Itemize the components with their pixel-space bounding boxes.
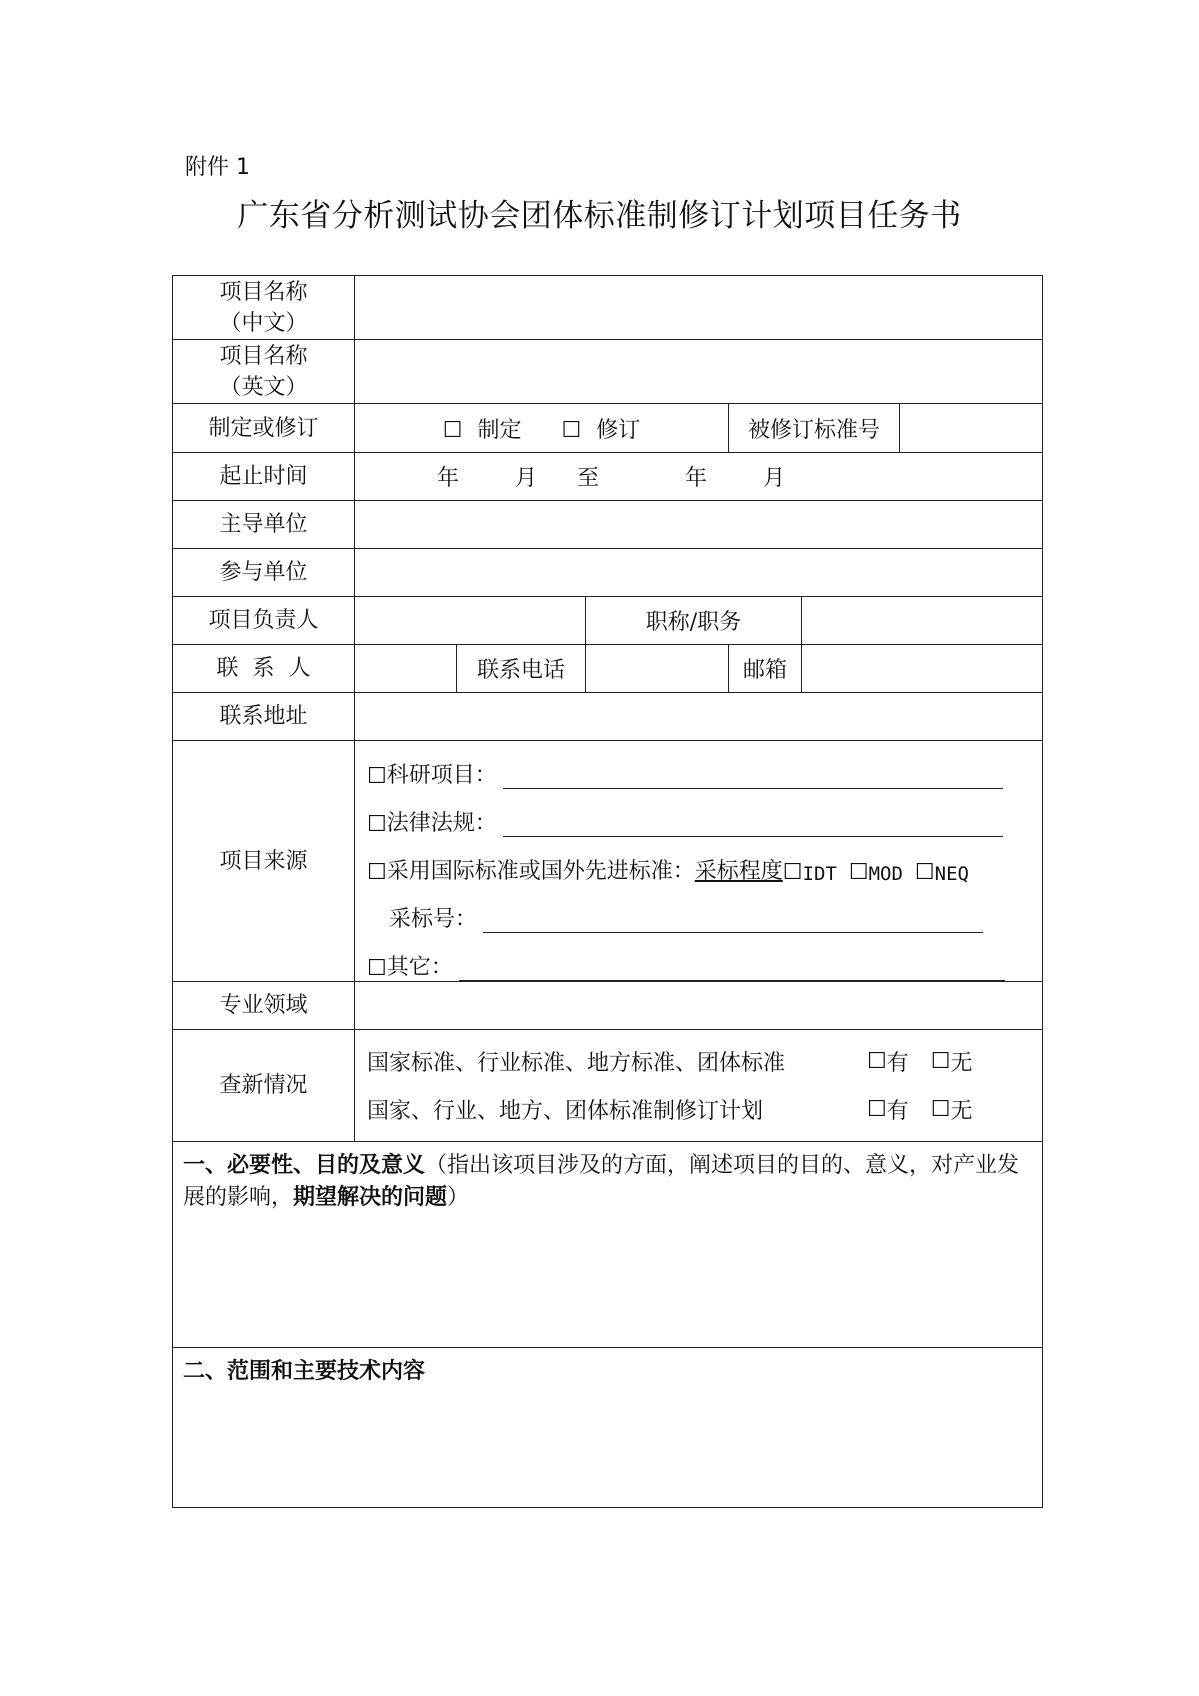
idt-checkbox[interactable]: ☐ — [782, 860, 803, 885]
novelty-plans-yes-label: 有 — [886, 1099, 909, 1124]
revised-std-field[interactable] — [900, 404, 1042, 452]
law-label: 法律法规： — [386, 811, 497, 836]
type-options — [355, 404, 729, 453]
novelty-standards-yes-checkbox[interactable]: ☐ — [867, 1049, 887, 1074]
novelty-label: 查新情况 — [173, 1030, 355, 1142]
adopt-number-line — [355, 885, 1042, 933]
document-title: 广东省分析测试协会团体标准制修订计划项目任务书 — [237, 198, 962, 234]
address-field[interactable] — [355, 693, 1043, 741]
row-address — [173, 693, 1043, 741]
adopt-number-input-line[interactable] — [483, 906, 983, 933]
period-year-start-unit: 年 — [437, 466, 460, 491]
novelty-standards-line — [355, 1038, 1042, 1086]
novelty-plans-yes-checkbox[interactable]: ☐ — [867, 1097, 887, 1122]
novelty-options — [355, 1030, 1043, 1142]
row-leader — [173, 597, 1043, 645]
novelty-plans-line — [355, 1086, 1042, 1134]
intl-checkbox[interactable]: ☐ — [367, 860, 387, 885]
novelty-standards-no-checkbox[interactable]: ☐ — [930, 1049, 951, 1074]
section1-desc-close: ） — [447, 1185, 470, 1210]
name-en-label — [173, 340, 355, 404]
type-label: 制定或修订 — [173, 404, 355, 453]
participant-field[interactable] — [355, 549, 1043, 597]
source-research-line — [355, 741, 1042, 789]
name-cn-label-line1: 项目名称 — [219, 279, 308, 305]
section1-desc: （指出该项目涉及的方面，阐述项目的目的、意义，对产业发展的影响， — [183, 1153, 1020, 1210]
mod-label: MOD — [868, 863, 903, 885]
section1-desc-bold: 期望解决的问题 — [293, 1185, 448, 1210]
period-month-start-unit: 月 — [515, 466, 538, 491]
novelty-standards-yes-label: 有 — [886, 1051, 909, 1076]
name-cn-label — [173, 276, 355, 340]
address-label: 联系地址 — [173, 693, 355, 741]
revise-option-label: 修订 — [596, 417, 641, 443]
row-contact — [173, 645, 1043, 693]
source-options — [355, 741, 1043, 982]
source-label: 项目来源 — [173, 741, 355, 982]
row-section1 — [173, 1142, 1043, 1348]
research-input-line[interactable] — [503, 762, 1003, 789]
row-period — [173, 453, 1043, 501]
name-cn-label-line2: （中文） — [219, 310, 308, 336]
leader-field[interactable] — [355, 597, 586, 645]
row-section2 — [173, 1348, 1043, 1508]
other-checkbox[interactable]: ☐ — [367, 956, 387, 981]
other-label: 其它： — [386, 955, 453, 980]
other-input-line[interactable] — [459, 954, 1005, 981]
novelty-plans-text: 国家、行业、地方、团体标准制修订计划 — [367, 1099, 764, 1124]
section2-cell[interactable] — [173, 1348, 1043, 1508]
lead-unit-field[interactable] — [355, 501, 1043, 549]
row-participants — [173, 549, 1043, 597]
contact-label: 联 系 人 — [173, 645, 355, 693]
period-year-end-unit: 年 — [685, 466, 708, 491]
title-label: 职称/职务 — [586, 597, 802, 645]
create-checkbox[interactable]: ☐ — [442, 417, 463, 443]
email-field[interactable] — [802, 645, 1043, 693]
title-field[interactable] — [802, 597, 1043, 645]
email-label: 邮箱 — [729, 645, 802, 693]
section2-title: 二、范围和主要技术内容 — [183, 1359, 426, 1384]
phone-label: 联系电话 — [457, 645, 586, 693]
source-other-line — [355, 933, 1042, 981]
task-form-table — [172, 275, 1043, 1508]
name-cn-field[interactable] — [355, 276, 1043, 340]
law-checkbox[interactable]: ☐ — [367, 812, 387, 837]
idt-label: IDT — [802, 863, 837, 885]
row-name-cn — [173, 276, 1043, 340]
law-input-line[interactable] — [503, 810, 1003, 837]
revise-checkbox[interactable]: ☐ — [561, 417, 582, 443]
leader-label: 项目负责人 — [173, 597, 355, 645]
novelty-plans-no-label: 无 — [950, 1099, 973, 1124]
phone-field[interactable] — [586, 645, 729, 693]
contact-field[interactable] — [355, 645, 457, 693]
name-en-label-line2: （英文） — [219, 374, 308, 400]
lead-unit-label: 主导单位 — [173, 501, 355, 549]
section1-cell[interactable] — [173, 1142, 1043, 1348]
period-month-end-unit: 月 — [763, 466, 786, 491]
period-label: 起止时间 — [173, 453, 355, 501]
research-checkbox[interactable]: ☐ — [367, 764, 387, 789]
participant-label: 参与单位 — [173, 549, 355, 597]
row-source — [173, 741, 1043, 982]
intl-label: 采用国际标准或国外先进标准： — [386, 859, 695, 884]
novelty-standards-text: 国家标准、行业标准、地方标准、团体标准 — [367, 1051, 786, 1076]
field-label: 专业领域 — [173, 982, 355, 1030]
adopt-number-label: 采标号： — [389, 907, 478, 932]
section1-title: 一、必要性、目的及意义 — [183, 1153, 426, 1178]
create-option-label: 制定 — [477, 417, 522, 443]
novelty-standards-no-label: 无 — [950, 1051, 973, 1076]
row-type — [173, 404, 1043, 453]
name-en-label-line1: 项目名称 — [219, 343, 308, 369]
adopt-degree-label: 采标程度 — [694, 859, 783, 884]
period-field[interactable] — [355, 453, 1043, 501]
period-to: 至 — [577, 466, 600, 491]
research-label: 科研项目： — [386, 763, 497, 788]
neq-checkbox[interactable]: ☐ — [914, 860, 935, 885]
revised-std-label: 被修订标准号 — [729, 404, 900, 452]
row-lead-unit — [173, 501, 1043, 549]
name-en-field[interactable] — [355, 340, 1043, 404]
source-intl-line — [355, 837, 1042, 885]
mod-checkbox[interactable]: ☐ — [848, 860, 869, 885]
row-novelty — [173, 1030, 1043, 1142]
field-field[interactable] — [355, 982, 1043, 1030]
novelty-plans-no-checkbox[interactable]: ☐ — [930, 1097, 951, 1122]
row-field — [173, 982, 1043, 1030]
source-law-line — [355, 789, 1042, 837]
row-name-en — [173, 340, 1043, 404]
attachment-label: 附件 1 — [185, 155, 250, 180]
revised-std-cell — [729, 404, 1043, 453]
neq-label: NEQ — [934, 863, 969, 885]
